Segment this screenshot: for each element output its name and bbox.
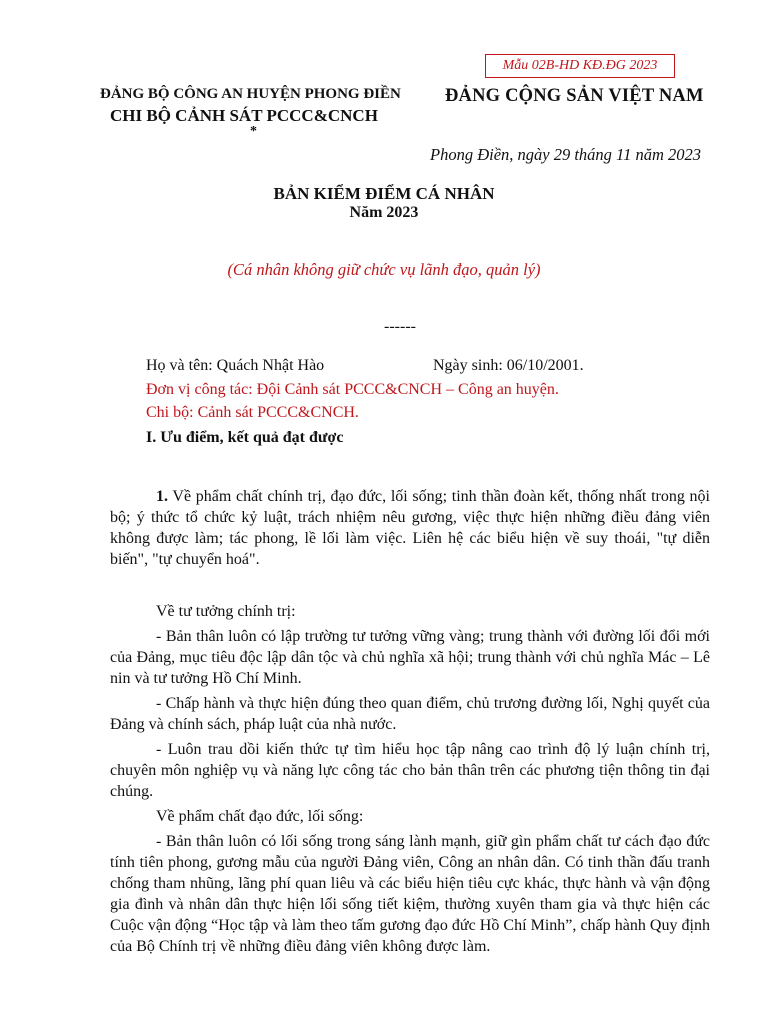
- date-of-birth: Ngày sinh: 06/10/2001.: [433, 357, 584, 374]
- document-title: BẢN KIỂM ĐIỂM CÁ NHÂN: [273, 184, 495, 203]
- full-name: Họ và tên: Quách Nhật Hào: [146, 357, 325, 374]
- form-code-box: Mẫu 02B-HD KĐ.ĐG 2023: [485, 54, 675, 78]
- work-unit: Đơn vị công tác: Đội Cảnh sát PCCC&CNCH – Công an huyện.: [146, 381, 559, 398]
- section-heading-strengths: I. Ưu điểm, kết quả đạt được: [146, 429, 344, 446]
- document-year: Năm 2023: [349, 204, 419, 221]
- paragraph-ideology-2: - Chấp hành và thực hiện đúng theo quan điểm, chủ trương đường lối, Nghị quyết của Đảng và chính sách, pháp luật của nhà nước.: [110, 695, 710, 733]
- item-1-paragraph: [110, 486, 710, 570]
- heading-political-ideology: Về tư tưởng chính trị:: [156, 603, 296, 620]
- header-star: *: [250, 124, 257, 139]
- document-subtitle: (Cá nhân không giữ chức vụ lãnh đạo, quản lý): [227, 260, 541, 279]
- paragraph-ideology-3: - Luôn trau dồi kiến thức tự tìm hiểu học tập nâng cao trình độ lý luận chính trị, chuyên môn nghiệp vụ và năng lực công tác cho bản thân trên các phương tiện thông tin đại chúng.: [110, 741, 710, 800]
- title-separator: ------: [384, 318, 416, 335]
- place-date: Phong Điền, ngày 29 tháng 11 năm 2023: [430, 145, 702, 164]
- item-1-number: 1.: [156, 488, 168, 505]
- party-cell-name: CHI BỘ CẢNH SÁT PCCC&CNCH: [110, 106, 378, 125]
- heading-ethics-lifestyle: Về phẩm chất đạo đức, lối sống:: [156, 808, 364, 825]
- party-name: ĐẢNG CỘNG SẢN VIỆT NAM: [445, 86, 704, 106]
- item-1-text: Về phẩm chất chính trị, đạo đức, lối sống; tinh thần đoàn kết, thống nhất trong nội bộ; ý thức tổ chức kỷ luật, trách nhiệm nêu gương, việc thực hiện những điều đảng viên không được làm; tác phong, lề lối làm việc. Liên hệ các biểu hiện về suy thoái, "tự diễn biến", "tự chuyển hoá".: [110, 488, 710, 568]
- paragraph-ethics-1: - Bản thân luôn có lối sống trong sáng lành mạnh, giữ gìn phẩm chất tư cách đạo đức tính tiên phong, gương mẫu của người Đảng viên, Công an nhân dân. Có tinh thần đấu tranh chống tham nhũng, lãng phí quan liêu và các biểu hiện tiêu cực khác, thực hành và vận động gia đình và nhân dân thực hiện lối sống tiết kiệm, thường xuyên tham gia và thực hiện các Cuộc vận động “Học tập và làm theo tấm gương đạo đức Hồ Chí Minh”, chấp hành Quy định của Bộ Chính trị về những điều đảng viên không được làm.: [110, 833, 710, 955]
- body-section: [110, 601, 710, 957]
- party-cell: Chi bộ: Cảnh sát PCCC&CNCH.: [146, 404, 359, 421]
- paragraph-ideology-1: - Bản thân luôn có lập trường tư tưởng vững vàng; trung thành với đường lối đổi mới của Đảng, mục tiêu độc lập dân tộc và chủ nghĩa xã hội; trung thành với chủ nghĩa Mác – Lê nin và tư tưởng Hồ Chí Minh.: [110, 628, 710, 687]
- party-committee-name: ĐẢNG BỘ CÔNG AN HUYỆN PHONG ĐIỀN: [100, 86, 401, 102]
